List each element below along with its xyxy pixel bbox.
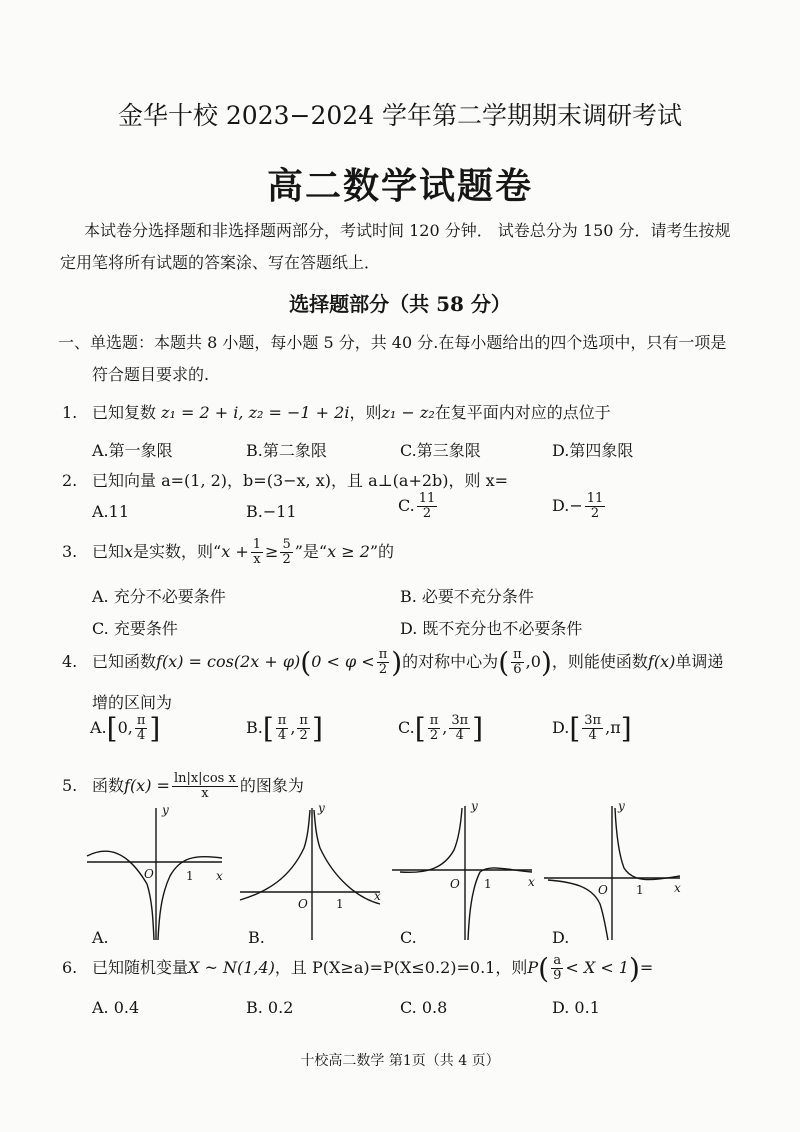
q3-fraction-1-over-x xyxy=(251,538,263,567)
q2-c-numerator: 11 xyxy=(418,491,436,506)
question-3-number: 3. xyxy=(62,542,78,561)
q4-c-d2: 4 xyxy=(455,728,464,743)
q3-var-x: x xyxy=(124,542,134,561)
q2-option-c-fraction xyxy=(417,492,438,521)
q6-option-a: A. 0.4 xyxy=(92,998,140,1017)
q3-f2-num: 5 xyxy=(282,537,291,552)
q6-text-a: 已知随机变量 xyxy=(92,958,189,977)
graph-b-x-label: x xyxy=(374,889,381,903)
q6-prob-p: P xyxy=(527,958,539,977)
q3-text-b: 是实数，则“ xyxy=(133,542,222,561)
q4-function: f(x) = cos(2x + φ) xyxy=(156,652,301,671)
graph-d-right-branch xyxy=(615,808,680,880)
graph-d-x-label: x xyxy=(674,881,681,895)
q4-b-n2: π xyxy=(299,713,308,728)
graph-b-right-branch xyxy=(314,810,380,904)
q5-option-d: D. xyxy=(552,928,570,947)
q5-function: f(x) = xyxy=(124,776,170,795)
q4-cond-den: 2 xyxy=(378,662,388,677)
q4-text-d: 单调递 xyxy=(675,652,724,671)
q1-text-a: 已知复数 xyxy=(92,403,157,422)
page-footer: 十校高二数学 第1页（共 4 页） xyxy=(300,1053,500,1069)
q4-option-c: C.[ $\frac{\pi}{2}$ , $\frac{3\pi}{4}$ ] xyxy=(398,712,484,745)
q2-option-d-fraction xyxy=(585,492,606,521)
q5-text-b: 的图象为 xyxy=(239,776,304,795)
q5-graphs xyxy=(82,800,702,948)
q3-expr-x-ge-2: x ≥ 2 xyxy=(327,542,370,561)
q2-d-numerator: 11 xyxy=(586,491,604,506)
question-3-stem xyxy=(62,538,394,567)
question-4-stem: 4. 已知函数f(x) = cos(2x + φ)(0 < φ < $\frac{\pi}{2}$ )的对称中心为( $\frac{\pi}{6}$ ,0)，则能使函数f(x)单调递 xyxy=(62,646,724,679)
q6-frac-num: a xyxy=(551,954,563,969)
graph-d-origin: O xyxy=(598,883,608,897)
graph-d-one: 1 xyxy=(636,883,644,897)
q4-center-tail: ,0 xyxy=(525,652,541,671)
q1-text-c: 在复平面内对应的点位于 xyxy=(434,403,611,422)
part1-instruction-line-2: 符合题目要求的. xyxy=(92,365,210,384)
q2-option-d-label: D.− xyxy=(552,496,583,515)
q4-b-fraction-2 xyxy=(297,714,310,743)
q4-option-b-label: B. xyxy=(246,718,263,737)
q4-b-n1: π xyxy=(277,713,287,728)
q6-text-b: ，且 P(X≥a)=P(X≤0.2)=0.1，则 xyxy=(274,958,528,977)
q4-center-num: π xyxy=(513,647,522,662)
graph-d-y-label: y xyxy=(618,800,625,813)
graph-a-x-label: x xyxy=(216,869,223,883)
q3-option-a: A. 充分不必要条件 xyxy=(92,587,226,606)
q3-text-c: ”是“ xyxy=(294,542,328,561)
q3-option-b: B. 必要不充分条件 xyxy=(400,587,534,606)
q3-f1-den: x xyxy=(253,552,261,567)
paper-title: 高二数学试题卷 xyxy=(266,165,533,207)
q4-function-2: f(x) xyxy=(647,652,676,671)
q5-text-a: 函数 xyxy=(92,776,125,795)
q4-c-fraction-1 xyxy=(428,714,441,743)
q4-d-fraction xyxy=(582,714,603,743)
q2-c-denominator: 2 xyxy=(422,506,432,521)
graph-a-left-branch xyxy=(87,851,154,940)
q4-center-den: 6 xyxy=(513,662,522,677)
q2-option-b: B.−11 xyxy=(246,502,297,521)
q4-center-fraction xyxy=(511,648,524,677)
q4-d-d1: 4 xyxy=(588,728,597,743)
graph-c-origin: O xyxy=(450,877,460,891)
question-4-number: 4. xyxy=(62,652,78,671)
question-1-stem xyxy=(62,400,611,423)
q3-text-d: ”的 xyxy=(369,542,395,561)
q2-option-c xyxy=(398,492,439,521)
q4-text-c: ，则能使函数 xyxy=(551,652,648,671)
q6-prob-tail: < X < 1 xyxy=(565,958,629,977)
q4-a-fraction xyxy=(135,714,148,743)
q4-option-b: B.[ $\frac{\pi}{4}$ , $\frac{\pi}{2}$ ] xyxy=(246,712,323,745)
q1-option-b: B.第二象限 xyxy=(246,441,327,460)
q4-option-c-label: C. xyxy=(398,718,415,737)
q5-option-c: C. xyxy=(400,928,417,947)
question-2-stem xyxy=(62,468,508,491)
graph-c-left-branch xyxy=(400,808,462,872)
q4-cond-num: π xyxy=(378,647,388,662)
question-6-stem: 6. 已知随机变量X ~ N(1,4)，且 P(X≥a)=P(X≤0.2)=0.1，则P( $\frac{a}{9}$ < X < 1)= xyxy=(62,952,654,985)
q1-option-a: A.第一象限 xyxy=(92,441,173,460)
intro-line-2: 定用笔将所有试题的答案涂、写在答题纸上． xyxy=(60,253,381,272)
graph-b-left-branch xyxy=(240,810,310,900)
q2-option-d xyxy=(552,492,607,521)
q6-option-b: B. 0.2 xyxy=(246,998,294,1017)
school-exam-title: 金华十校 2023−2024 学年第二学期期末调研考试 xyxy=(117,101,683,130)
question-6-number: 6. xyxy=(62,958,78,977)
q3-fraction-5-over-2 xyxy=(280,538,292,567)
question-2-number: 2. xyxy=(62,471,78,490)
graph-b-y-label: y xyxy=(318,801,325,815)
q6-distribution: X ~ N(1,4) xyxy=(188,958,275,977)
q2-d-denominator: 2 xyxy=(590,506,600,521)
graph-c-y-label: y xyxy=(471,800,478,813)
q4-b-d2: 2 xyxy=(299,728,308,743)
q3-option-c: C. 充要条件 xyxy=(92,619,178,638)
intro-line-1: 本试卷分选择题和非选择题两部分，考试时间 120 分钟． 试卷总分为 150 分．请考生按规 xyxy=(84,221,731,240)
q4-cond-fraction xyxy=(377,648,390,677)
q3-text-a: 已知 xyxy=(92,542,125,561)
q4-option-a: A.[0, $\frac{\pi}{4}$ ] xyxy=(90,712,161,745)
q4-condition: 0 < φ < xyxy=(311,652,375,671)
q6-option-d: D. 0.1 xyxy=(552,998,600,1017)
q4-d-tail: ,π xyxy=(605,718,621,737)
q6-option-c: C. 0.8 xyxy=(400,998,448,1017)
q6-equals: = xyxy=(639,958,654,977)
q1-math-diff: z₁ − z₂ xyxy=(381,403,435,422)
q4-c-fraction-2 xyxy=(449,714,470,743)
q4-text-b: 的对称中心为 xyxy=(402,652,499,671)
q3-option-d: D. 既不充分也不必要条件 xyxy=(400,619,583,638)
q4-b-fraction-1 xyxy=(276,714,289,743)
q4-d-n1: 3π xyxy=(584,713,602,728)
question-5-stem xyxy=(62,772,304,801)
q1-math-complex: z₁ = 2 + i, z₂ = −1 + 2i xyxy=(161,403,350,422)
graph-a-y-label: y xyxy=(162,803,169,817)
q3-ge-sign: ≥ xyxy=(265,542,279,561)
q5-option-b: B. xyxy=(248,928,265,947)
part1-instruction-line-1: 一、单选题：本题共 8 小题，每小题 5 分，共 40 分.在每小题给出的四个选项中，只有一项是 xyxy=(58,333,727,352)
q5-option-a: A. xyxy=(92,928,109,947)
q4-c-n1: π xyxy=(429,713,439,728)
q4-a-den: 4 xyxy=(136,728,146,743)
question-1-number: 1. xyxy=(62,403,78,422)
q4-line-2: 增的区间为 xyxy=(92,693,173,712)
q1-text-b: ，则 xyxy=(349,403,382,422)
q3-f1-num: 1 xyxy=(252,537,262,552)
q5-frac-den: x xyxy=(201,786,209,801)
q5-frac-num: ln|x|cos x xyxy=(173,771,236,786)
q6-fraction xyxy=(551,954,563,983)
graph-c-x-label: x xyxy=(528,875,535,889)
q4-text-a: 已知函数 xyxy=(92,652,157,671)
q3-f2-den: 2 xyxy=(282,552,291,567)
graph-b-one: 1 xyxy=(336,897,344,911)
graph-c-right-branch xyxy=(468,868,532,940)
q3-expr-x-plus: x + xyxy=(221,542,249,561)
q4-option-d: D.[ $\frac{3\pi}{4}$ ,π] xyxy=(552,712,632,745)
q1-option-d: D.第四象限 xyxy=(552,441,634,460)
q4-a-num: π xyxy=(136,713,146,728)
q4-c-d1: 2 xyxy=(429,728,439,743)
graph-a-one: 1 xyxy=(186,869,194,883)
q4-option-d-label: D. xyxy=(552,718,570,737)
graph-a-origin: O xyxy=(144,867,154,881)
q5-fraction xyxy=(172,772,238,801)
q2-option-a: A.11 xyxy=(92,502,129,521)
q4-c-n2: 3π xyxy=(451,713,469,728)
graph-b-origin: O xyxy=(298,897,308,911)
q4-b-d1: 4 xyxy=(277,728,287,743)
graph-c-one: 1 xyxy=(484,877,492,891)
q4-option-a-label: A. xyxy=(90,718,107,737)
q2-text: 已知向量 a=(1, 2)，b=(3−x, x)，且 a⊥(a+2b)，则 x= xyxy=(92,471,509,490)
q1-option-c: C.第三象限 xyxy=(400,441,481,460)
q2-option-c-label: C. xyxy=(398,496,415,515)
q4-a-left: 0, xyxy=(117,718,133,737)
section-title: 选择题部分（共 58 分） xyxy=(289,292,511,316)
question-5-number: 5. xyxy=(62,776,78,795)
q6-frac-den: 9 xyxy=(553,968,562,983)
